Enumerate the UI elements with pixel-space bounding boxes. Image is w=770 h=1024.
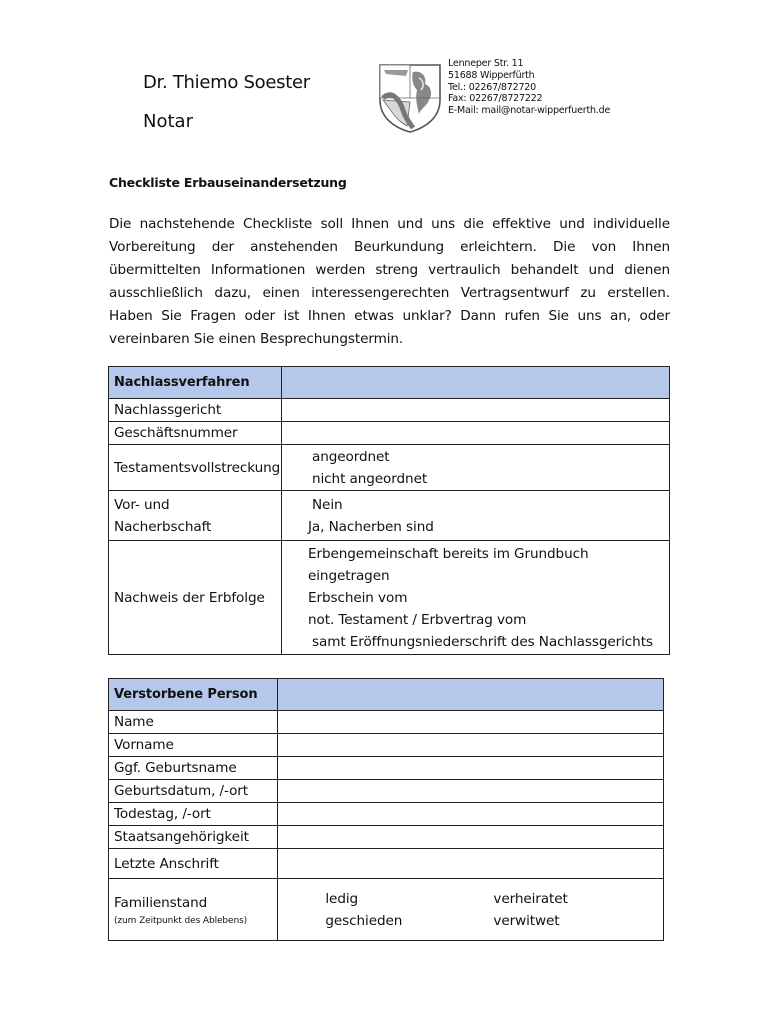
notary-name: Dr. Thiemo Soester [143,72,310,93]
option-erbschein[interactable]: Erbschein vom [307,589,408,606]
vor-nacherbschaft-options[interactable] [281,491,669,541]
geschaeftsnummer-label: Geschäftsnummer [109,422,282,445]
geschaeftsnummer-field[interactable] [281,422,669,445]
todestag-field[interactable] [278,803,664,826]
intro-paragraph: Die nachstehende Checkliste soll Ihnen und uns die effektive und individuelle Vorbereitung der anstehenden Beurkundung erleichtern. Die von Ihnen übermittelten Informationen werden streng vertraulich behandelt und dienen ausschließlich dazu, einen interessengerechten Vertragsentwurf zu erstellen. Haben Sie Fragen oder ist Ihnen etwas unklar? Dann rufen Sie uns an, oder vereinbaren Sie einen Besprechungstermin. [109,216,670,347]
familienstand-title: Familienstand [114,894,208,911]
option-geschieden[interactable]: geschieden [325,912,403,929]
nachlass-header: Nachlassverfahren [109,367,282,399]
name-field[interactable] [278,711,664,734]
notary-role: Notar [143,111,193,132]
person-header-blank [278,679,664,711]
staatsangehoerigkeit-field[interactable] [278,826,664,849]
familienstand-options[interactable] [278,879,664,941]
option-erbengemeinschaft[interactable]: Erbengemeinschaft bereits im Grundbuch [307,545,589,562]
address-line: 51688 Wipperfürth [448,69,535,81]
option-nicht-angeordnet[interactable]: nicht angeordnet [311,470,428,487]
geburtsname-field[interactable] [278,757,664,780]
nachweis-erbfolge-label: Nachweis der Erbfolge [109,541,282,655]
option-ledig[interactable]: ledig [325,890,359,907]
option-ja-nacherben[interactable]: Ja, Nacherben sind [307,518,434,535]
phone-line: Tel.: 02267/872720 [448,81,536,93]
nachlass-header-blank [281,367,669,399]
testamentsvollstreckung-label: Testamentsvollstreckung [109,445,282,491]
option-nein[interactable]: Nein [311,496,343,513]
vorname-field[interactable] [278,734,664,757]
vor-nacherbschaft-label-line2: Nacherbschaft [114,518,212,535]
anschrift-label: Letzte Anschrift [109,849,278,879]
option-verheiratet[interactable]: verheiratet [493,890,568,907]
geburtsdatum-label: Geburtsdatum, /-ort [109,780,278,803]
vor-nacherbschaft-label [109,491,282,541]
option-angeordnet[interactable]: angeordnet [311,448,390,465]
familienstand-label [109,879,278,941]
nachlass-table [108,366,670,655]
geburtsdatum-field[interactable] [278,780,664,803]
email-line: E-Mail: mail@notar-wipperfuerth.de [448,105,611,117]
option-eroeffnung: samt Eröffnungsniederschrift des Nachlassgerichts [311,633,653,650]
address-block [448,58,610,117]
option-testament[interactable]: not. Testament / Erbvertrag vom [307,611,527,628]
address-line: Lenneper Str. 11 [448,58,524,69]
vor-nacherbschaft-label-line1: Vor- und [114,496,170,513]
person-header: Verstorbene Person [109,679,278,711]
anschrift-field[interactable] [278,849,664,879]
option-verwitwet[interactable]: verwitwet [493,912,560,929]
todestag-label: Todestag, /-ort [109,803,278,826]
familienstand-note: (zum Zeitpunkt des Ablebens) [114,915,248,926]
geburtsname-label: Ggf. Geburtsname [109,757,278,780]
person-table [108,678,664,941]
fax-line: Fax: 02267/8727222 [448,93,543,105]
vorname-label: Vorname [109,734,278,757]
coat-of-arms-icon [377,62,443,134]
option-erbengemeinschaft-cont: eingetragen [307,567,390,584]
document-title: Checkliste Erbauseinandersetzung [109,175,347,190]
nachlassgericht-label: Nachlassgericht [109,399,282,422]
staatsangehoerigkeit-label: Staatsangehörigkeit [109,826,278,849]
nachweis-erbfolge-options[interactable] [281,541,669,655]
nachlassgericht-field[interactable] [281,399,669,422]
testamentsvollstreckung-options[interactable] [281,445,669,491]
name-label: Name [109,711,278,734]
